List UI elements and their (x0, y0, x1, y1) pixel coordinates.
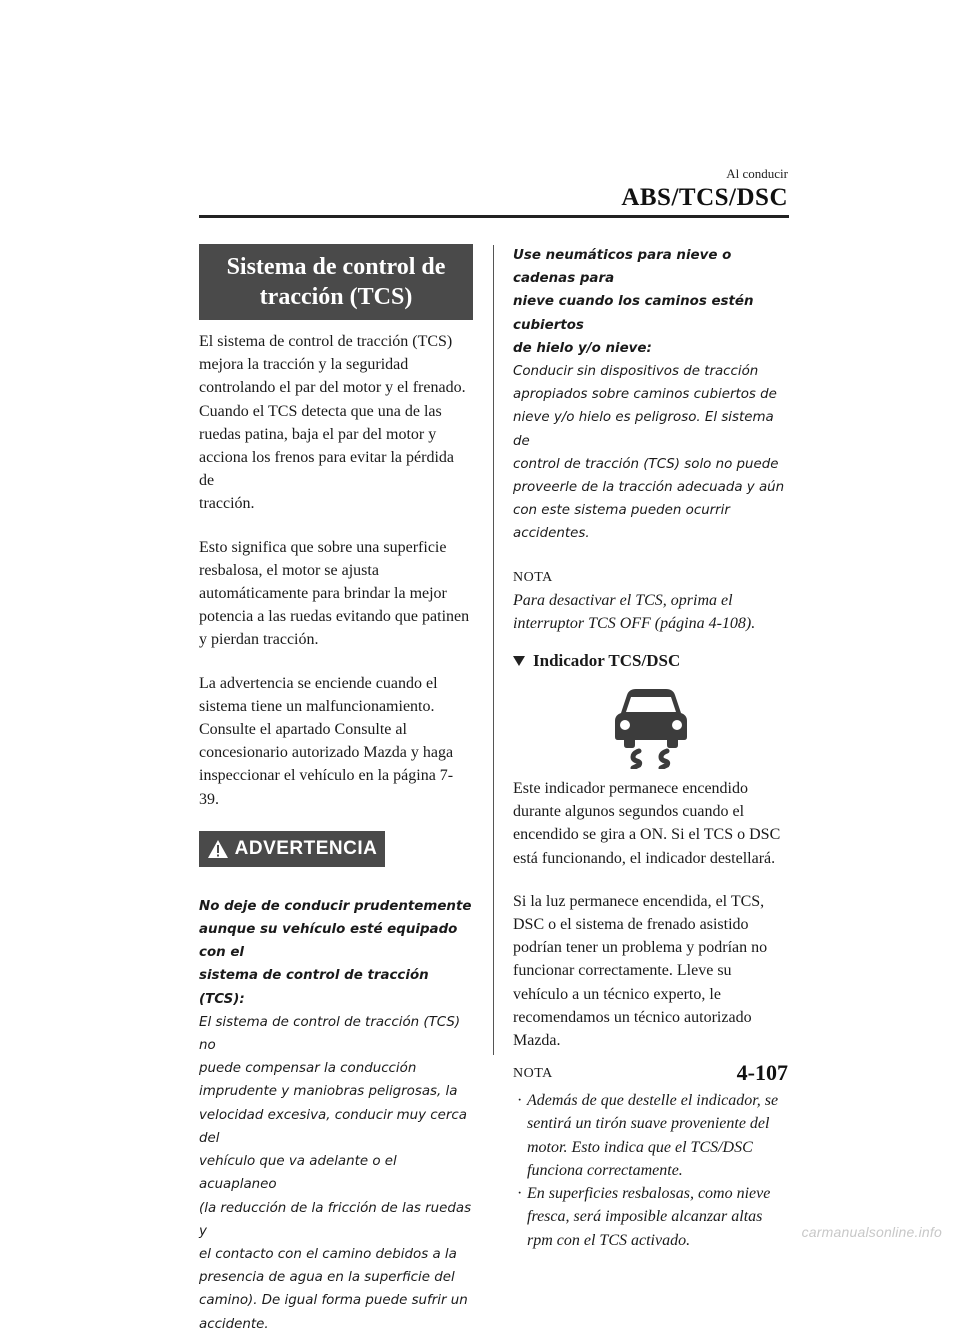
right-column (513, 244, 789, 1252)
tcs-paragraph-2: Esto significa que sobre una superficie resbalosa, el motor se ajusta automáticamente para brindar la mejor potencia a las ruedas evitando que patinen y pierdan tracción. (199, 538, 470, 649)
tcs-paragraph-1: El sistema de control de tracción (TCS) mejora la tracción y la seguridad controlando el par del motor y el frenado. Cuando el TCS detecta que una de las ruedas patina, baja el par del motor y acciona los frenos para evitar la pérdida de tracción. (199, 333, 466, 513)
warning-heading: No deje de conducir prudentemente aunque su vehículo esté equipado con el sistema de control de tracción (TCS): (199, 898, 472, 1007)
warning-triangle-icon (207, 839, 229, 859)
warning-text: El sistema de control de tracción (TCS) no puede compensar la conducción imprudente y maniobras peligrosas, la velocidad excesiva, conducir muy cerca del vehículo que va adelante o el acuaplaneo (la reducción de la fricción de las ruedas y el contacto con el camino debidos a la presencia de agua en la superficie del camino). De igual forma puede sufrir un accidente. (199, 1014, 472, 1332)
note-bullet-2-text: En superficies resbalosas, como nieve fresca, será imposible alcanzar altas rpm con el TCS activado. (527, 1185, 771, 1249)
note-bullet-list (513, 1089, 789, 1251)
indicator-icon-container (513, 685, 789, 769)
note-label-1: NOTA (513, 569, 553, 585)
triangle-bullet-icon (513, 656, 525, 666)
page-number: 4-107 (736, 1060, 788, 1085)
warning-badge (199, 831, 385, 867)
header-divider (199, 215, 789, 218)
indicator-heading (513, 651, 789, 671)
warning-label: ADVERTENCIA (234, 837, 378, 859)
tcs-skid-car-icon (611, 685, 691, 769)
snow-warning-text: Conducir sin dispositivos de tracción apropiados sobre caminos cubiertos de nieve y/o hielo es peligroso. El sistema de control de tracción (TCS) solo no puede proveerle de la tracción adecuada y aún con este sistema pueden ocurrir accidentes. (513, 364, 785, 542)
site-watermark: carmanualsonline.info (801, 1224, 942, 1240)
chapter-label: Al conducir (726, 166, 788, 181)
section-header-title: ABS/TCS/DSC (621, 184, 788, 211)
left-column (199, 244, 473, 1336)
snow-warning-heading: Use neumáticos para nieve o cadenas para nieve cuando los caminos estén cubiertos de hielo y/o nieve: (513, 248, 754, 356)
indicator-paragraph-2: Si la luz permanece encendida, el TCS, DSC o el sistema de frenado asistido podrían tener un problema y podrían no funcionar correctamente. Lleve su vehículo a un técnico experto, le recomendamos un técnico autorizado Mazda. (513, 892, 768, 1050)
tcs-paragraph-3: La advertencia se enciende cuando el sistema tiene un malfuncionamiento. Consulte el apartado Consulte al concesionario autorizado Mazda y haga inspeccionar el vehículo en la página 7- 39. (199, 674, 454, 808)
column-divider (493, 245, 494, 1055)
indicator-heading-text: Indicador TCS/DSC (533, 651, 681, 671)
section-title: Sistema de control de tracción (TCS) (199, 244, 473, 320)
note-bullet-1 (513, 1089, 789, 1182)
bullet-dot-icon: · (517, 1092, 523, 1110)
bullet-dot-icon: · (517, 1185, 523, 1203)
note-bullet-2 (513, 1182, 789, 1252)
note-label-2: NOTA (513, 1066, 553, 1082)
indicator-paragraph-1: Este indicador permanece encendido durante algunos segundos cuando el encendido se gira a ON. Si el TCS o DSC está funcionando, el indicador destellará. (513, 780, 781, 867)
note-bullet-1-text: Además de que destelle el indicador, se sentirá un tirón suave proveniente del motor. Esto indica que el TCS/DSC funciona correctamente. (527, 1092, 779, 1179)
note-text-1: Para desactivar el TCS, oprima el interruptor TCS OFF (página 4-108). (513, 591, 756, 632)
